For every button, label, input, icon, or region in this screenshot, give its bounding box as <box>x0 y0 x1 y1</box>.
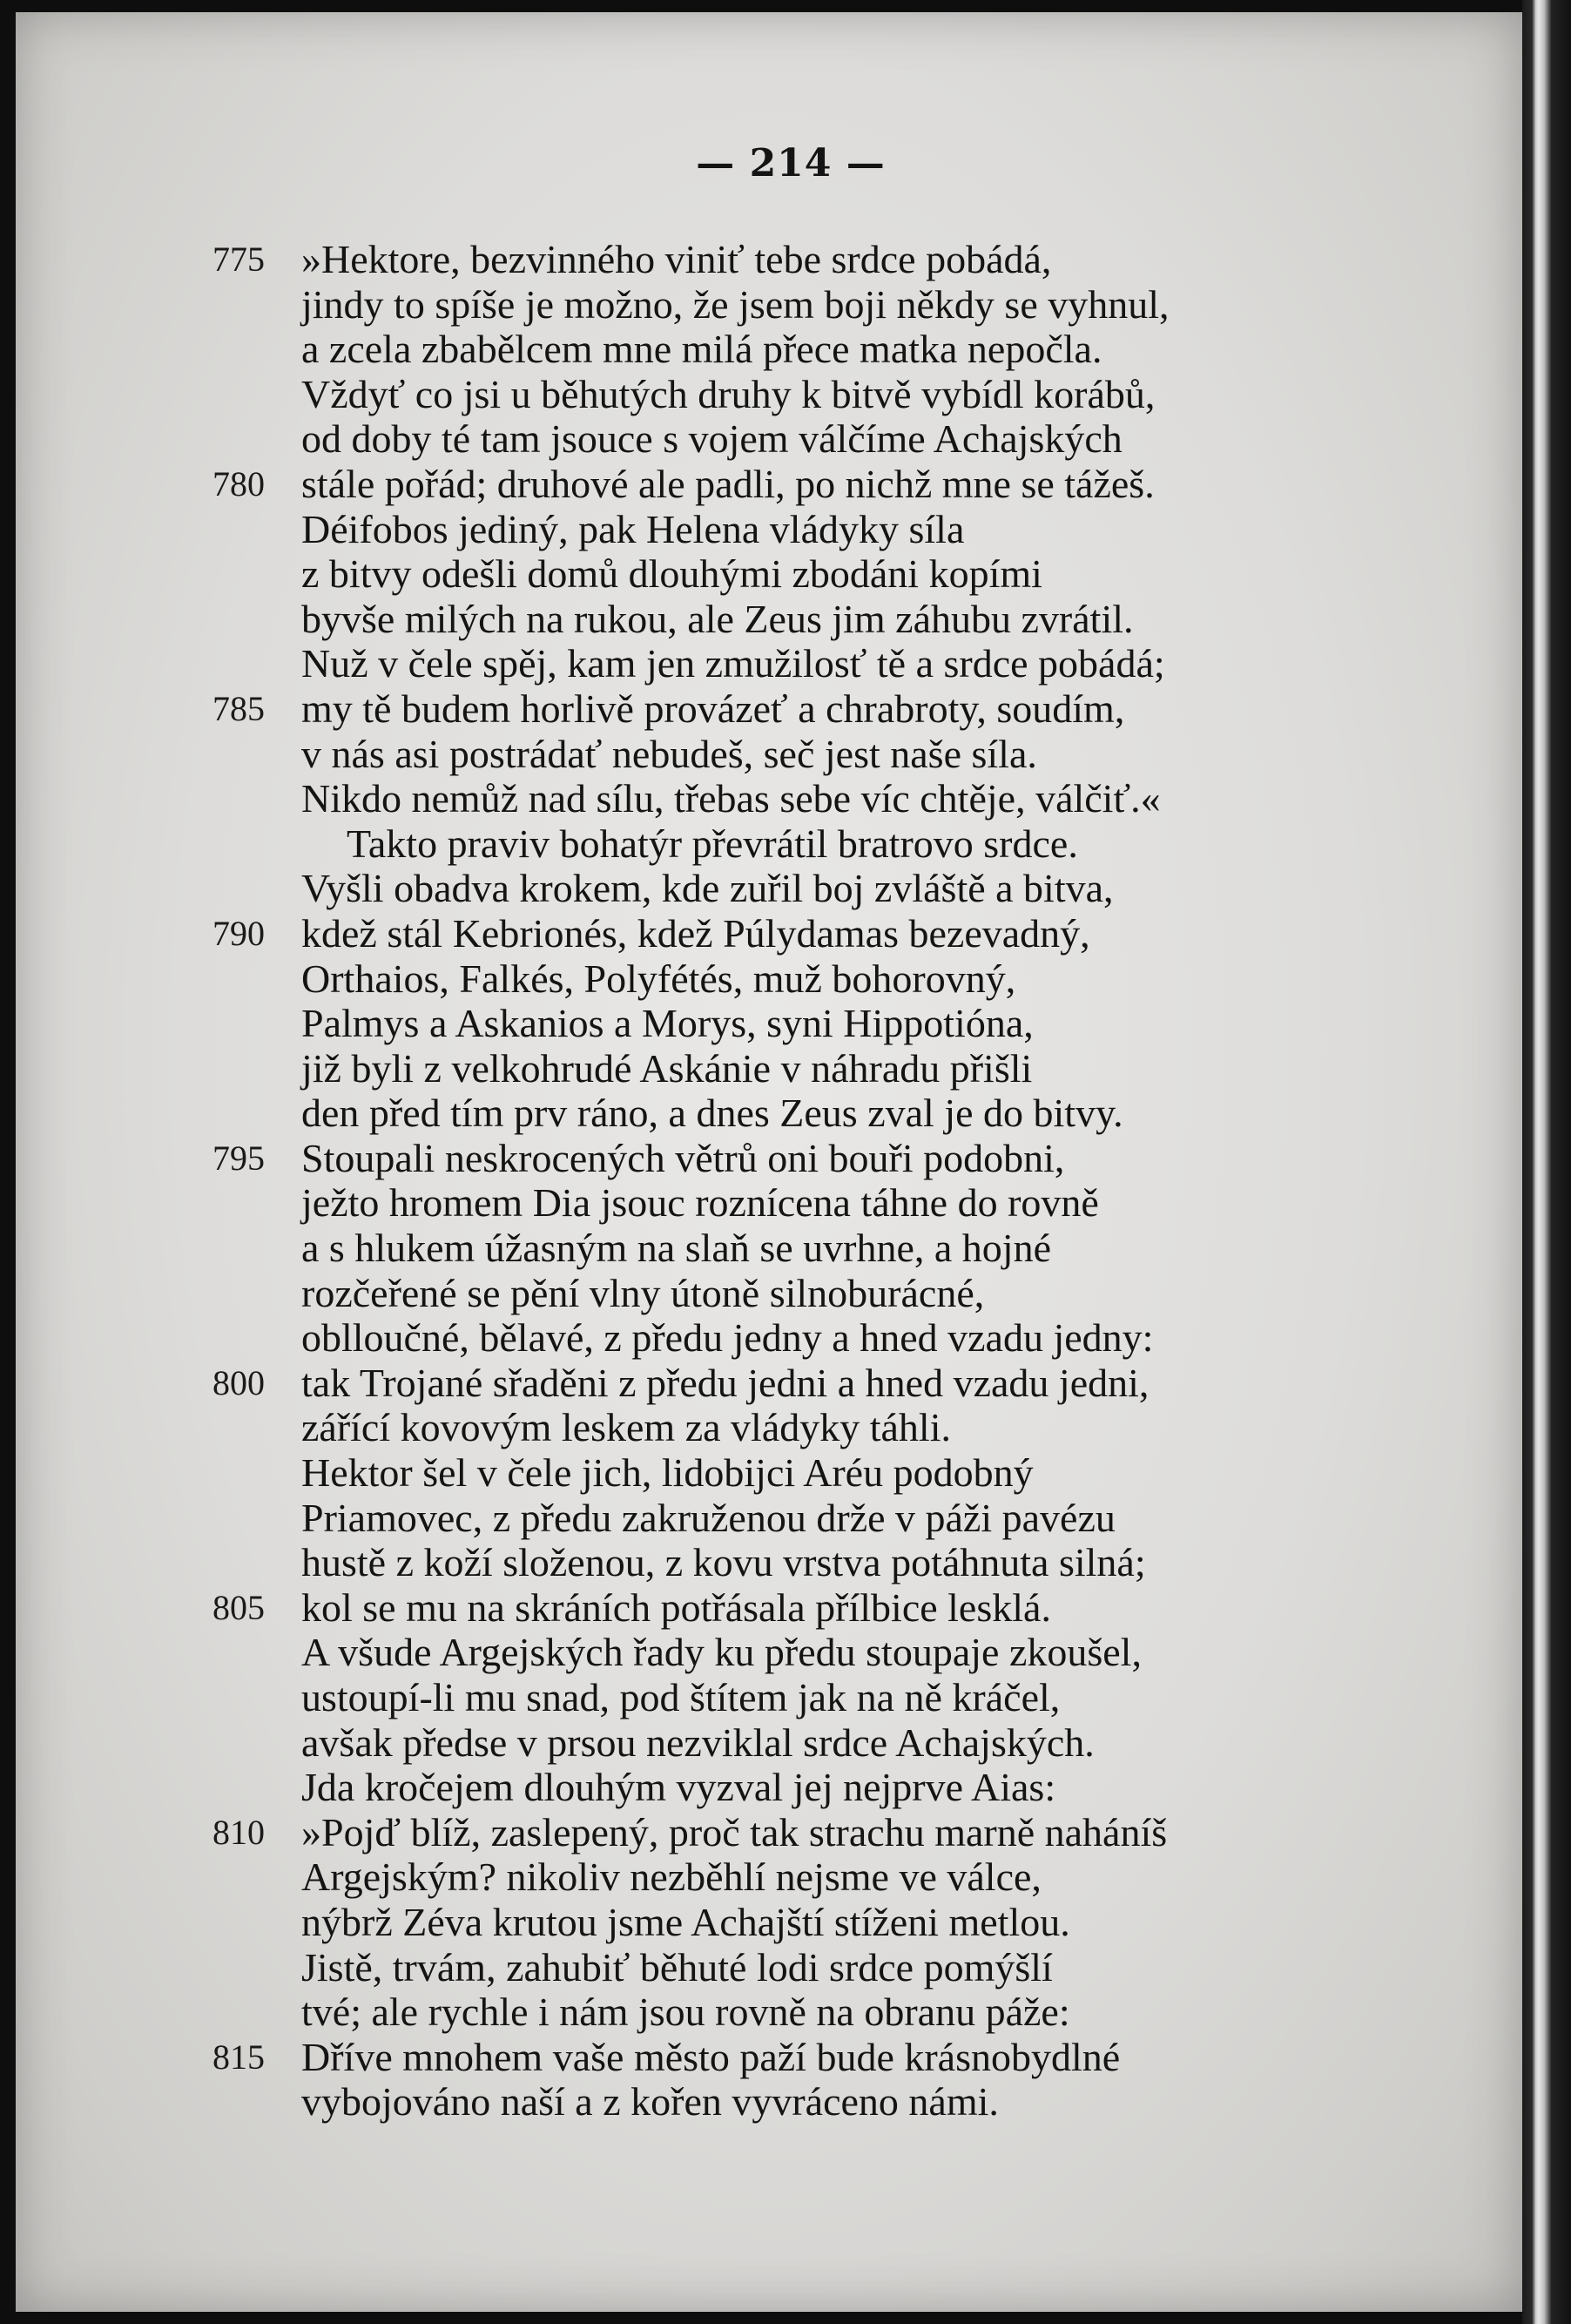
verse-line <box>0 1900 1498 1945</box>
line-text: den před tím prv ráno, a dnes Zeus zval je do bitvy. <box>301 1091 1123 1136</box>
verse-line <box>0 1450 1498 1496</box>
line-number: 810 <box>212 1812 265 1852</box>
verse-line <box>0 1990 1498 2035</box>
line-text: Jistě, trvám, zahubiť běhuté lodi srdce pomýšlí <box>301 1944 1053 1990</box>
verse-line <box>0 956 1498 1002</box>
verse-block <box>0 237 1498 2125</box>
verse-line <box>0 1765 1498 1810</box>
verse-line <box>0 551 1498 597</box>
line-text: tak Trojané sřaděni z předu jedni a hned vzadu jedni, <box>301 1360 1150 1405</box>
verse-line <box>0 1540 1498 1585</box>
verse-line <box>0 1361 1498 1406</box>
verse-line <box>0 1001 1498 1046</box>
verse-line <box>0 372 1498 417</box>
verse-line <box>0 1945 1498 1990</box>
verse-line <box>0 462 1498 507</box>
verse-line <box>0 1810 1498 1855</box>
line-text: a s hlukem úžasným na slaň se uvrhne, a hojné <box>301 1226 1051 1271</box>
verse-line <box>0 1136 1498 1181</box>
verse-line <box>0 2035 1498 2080</box>
line-text: z bitvy odešli domů dlouhými zbodáni kopími <box>301 551 1042 597</box>
verse-line <box>0 866 1498 911</box>
verse-line <box>0 1675 1498 1720</box>
verse-line <box>0 1720 1498 1766</box>
line-text: od doby té tam jsouce s vojem válčíme Achajských <box>301 416 1123 462</box>
line-text: v nás asi postrádať nebudeš, seč jest naše síla. <box>301 731 1037 776</box>
verse-line <box>0 732 1498 777</box>
line-number: 790 <box>212 913 265 953</box>
verse-line <box>0 641 1498 686</box>
verse-line <box>0 1630 1498 1675</box>
line-number: 780 <box>212 463 265 503</box>
verse-line <box>0 1854 1498 1900</box>
verse-line <box>0 1315 1498 1361</box>
verse-line <box>0 776 1498 821</box>
line-text: Orthaios, Falkés, Polyfétés, muž bohorovný, <box>301 956 1016 1001</box>
verse-line <box>0 1271 1498 1316</box>
verse-line <box>0 911 1498 956</box>
verse-line <box>0 327 1498 372</box>
verse-line <box>0 821 1498 867</box>
line-text: Jda kročejem dlouhým vyzval jej nejprve Aias: <box>301 1765 1056 1810</box>
line-text: stále pořád; druhové ale padli, po nichž mne se tážeš. <box>301 461 1155 506</box>
verse-line <box>0 1091 1498 1136</box>
page-number: — 214 — <box>696 141 886 186</box>
line-number: 795 <box>212 1138 265 1178</box>
verse-line <box>0 686 1498 732</box>
verse-line <box>0 1046 1498 1091</box>
line-text: rozčeřené se pění vlny útoně silnoburácné, <box>301 1270 985 1315</box>
line-text: Takto praviv bohatýr převrátil bratrovo srdce. <box>347 821 1078 866</box>
verse-line <box>0 1405 1498 1450</box>
line-text: Déifobos jediný, pak Helena vládyky síla <box>301 506 965 551</box>
line-text: kdež stál Kebrionés, kdež Púlydamas bezevadný, <box>301 910 1090 956</box>
line-text: Argejským? nikoliv nezběhlí nejsme ve válce, <box>301 1854 1042 1900</box>
line-text: tvé; ale rychle i nám jsou rovně na obranu páže: <box>301 1990 1070 2035</box>
line-text: Hektor šel v čele jich, lidobijci Aréu podobný <box>301 1450 1034 1496</box>
line-text: oblloučné, bělavé, z předu jedny a hned vzadu jedny: <box>301 1315 1154 1361</box>
verse-line <box>0 1226 1498 1271</box>
line-text: vybojováno naší a z kořen vyvráceno námi. <box>301 2079 999 2125</box>
verse-line <box>0 1585 1498 1631</box>
verse-line <box>0 597 1498 642</box>
line-text: Stoupali neskrocených větrů oni bouři podobni, <box>301 1135 1065 1180</box>
line-text: Nikdo nemůž nad sílu, třebas sebe víc chtěje, válčiť.« <box>301 776 1161 821</box>
line-text: Vždyť co jsi u běhutých druhy k bitvě vybídl korábů, <box>301 371 1156 416</box>
verse-line <box>0 237 1498 282</box>
line-number: 815 <box>212 2037 265 2077</box>
page-edge <box>1522 0 1571 2324</box>
line-text: Vyšli obadva krokem, kde zuřil boj zvláště a bitva, <box>301 866 1114 911</box>
line-text: ježto hromem Dia jsouc roznícena táhne do rovně <box>301 1180 1099 1226</box>
line-text: byvše milých na rukou, ale Zeus jim záhubu zvrátil. <box>301 596 1134 641</box>
line-text: avšak předse v prsou nezviklal srdce Achajských. <box>301 1719 1095 1765</box>
line-text: hustě z koží složenou, z kovu vrstva potáhnuta silná; <box>301 1540 1146 1585</box>
line-number: 785 <box>212 688 265 728</box>
line-text: A všude Argejských řady ku předu stoupaje zkoušel, <box>301 1630 1142 1675</box>
verse-line <box>0 282 1498 328</box>
line-number: 800 <box>212 1362 265 1402</box>
line-text: Priamovec, z předu zakruženou drže v páži pavézu <box>301 1495 1116 1540</box>
verse-line <box>0 2079 1498 2125</box>
line-text: již byli z velkohrudé Askánie v náhradu přišli <box>301 1045 1033 1091</box>
verse-line <box>0 1180 1498 1226</box>
line-text: Dříve mnohem vaše město paží bude krásnobydlné <box>301 2034 1121 2079</box>
line-text: »Pojď blíž, zaslepený, proč tak strachu marně naháníš <box>301 1809 1168 1854</box>
line-text: Palmys a Askanios a Morys, syni Hippotióna, <box>301 1001 1034 1046</box>
line-text: a zcela zbabělcem mne milá přece matka nepočla. <box>301 327 1102 372</box>
line-text: kol se mu na skráních potřásala přílbice lesklá. <box>301 1584 1051 1630</box>
line-text: my tě budem horlivě provázeť a chrabroty, soudím, <box>301 686 1125 731</box>
line-text: nýbrž Zéva krutou jsme Achajští stíženi metlou. <box>301 1899 1070 1944</box>
line-number: 775 <box>212 240 265 279</box>
line-text: jindy to spíše je možno, že jsem boji někdy se vyhnul, <box>301 281 1170 327</box>
line-text: »Hektore, bezvinného viniť tebe srdce pobádá, <box>301 237 1052 281</box>
line-text: Nuž v čele spěj, kam jen zmužilosť tě a srdce pobádá; <box>301 641 1165 686</box>
line-text: zářící kovovým leskem za vládyky táhli. <box>301 1405 951 1450</box>
verse-line <box>0 507 1498 552</box>
line-text: ustoupí-li mu snad, pod štítem jak na ně kráčel, <box>301 1675 1061 1719</box>
verse-line <box>0 1496 1498 1541</box>
verse-line <box>0 416 1498 462</box>
line-number: 805 <box>212 1587 265 1627</box>
